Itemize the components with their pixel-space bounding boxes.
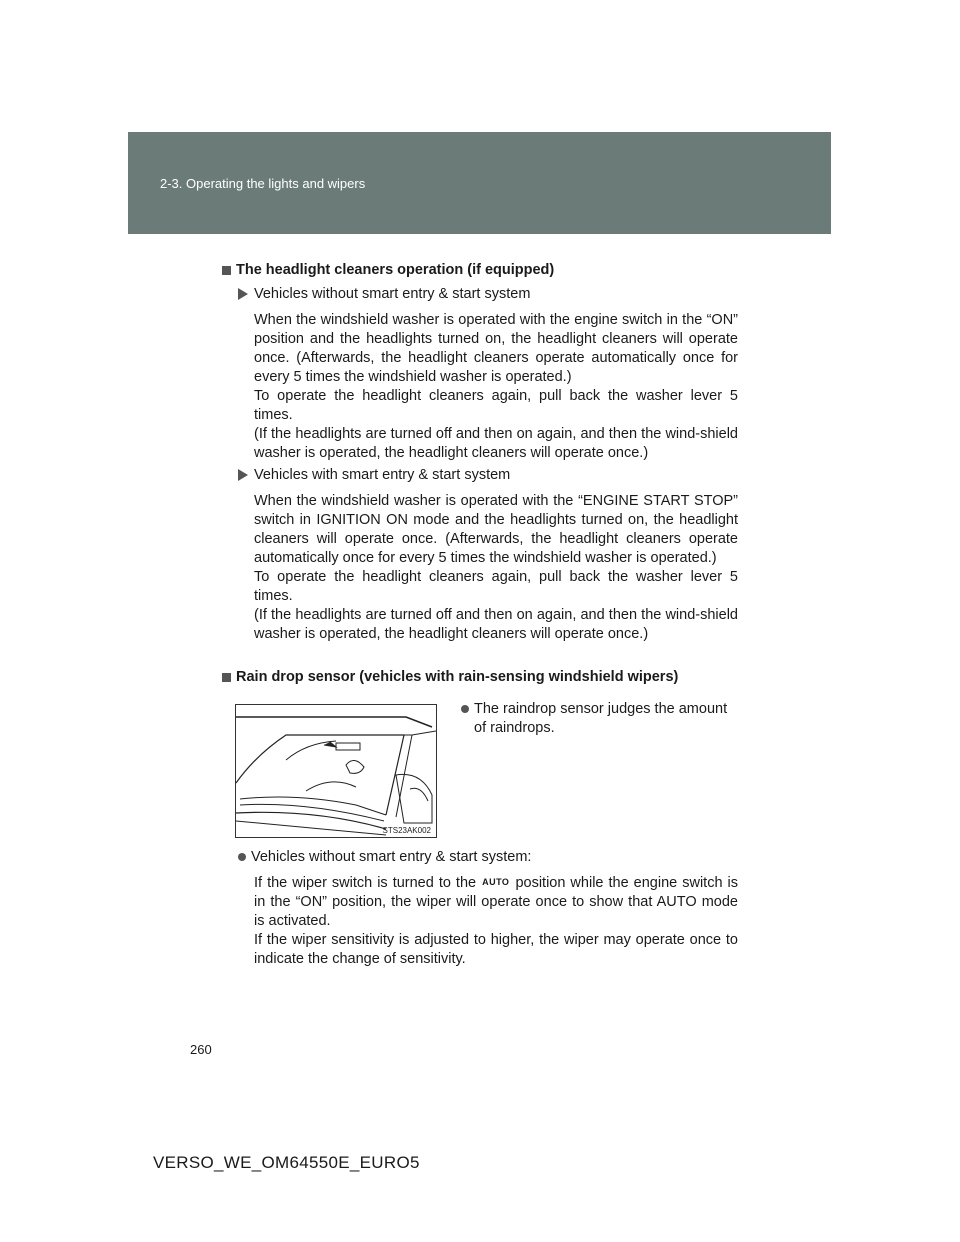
heading-headlight-cleaners: The headlight cleaners operation (if equipped) bbox=[222, 262, 554, 278]
round-bullet-icon bbox=[238, 853, 246, 861]
document-code: VERSO_WE_OM64550E_EURO5 bbox=[153, 1153, 420, 1172]
triangle-arrow-icon bbox=[238, 288, 248, 300]
windshield-drawing bbox=[236, 705, 436, 837]
heading-rain-drop-sensor: Rain drop sensor (vehicles with rain-sensing windshield wipers) bbox=[222, 669, 678, 685]
bullet-without-smart-entry: Vehicles without smart entry & start system: bbox=[238, 848, 738, 867]
square-bullet-icon bbox=[222, 266, 231, 275]
subheading-without-smart-entry: Vehicles without smart entry & start system bbox=[238, 286, 530, 302]
bullet-raindrop-sensor: The raindrop sensor judges the amount of raindrops. bbox=[461, 700, 741, 738]
windshield-illustration bbox=[235, 704, 437, 838]
section-title: 2-3. Operating the lights and wipers bbox=[160, 176, 366, 191]
square-bullet-icon bbox=[222, 673, 231, 682]
page-number: 260 bbox=[190, 1042, 212, 1057]
section-header-bar bbox=[128, 132, 831, 234]
paragraph-with-smart-entry: When the windshield washer is operated with the “ENGINE START STOP” switch in IGNITION ON mode and the headlights turned on, the headlight cleaners will operate once. (Afterwards, the headlight cleaners operate automatically once for every 5 times the windshield washer is operated.) To operate the headlight cleaners again, pull back the washer lever 5 times. (If the headlights are turned off and then on again, and then the wind-shield washer is operated, the headlight cleaners will operate once.) bbox=[254, 493, 738, 642]
triangle-arrow-icon bbox=[238, 469, 248, 481]
auto-mode-icon: AUTO bbox=[482, 877, 510, 887]
figure-code: STS23AK002 bbox=[382, 826, 431, 835]
paragraph-auto-mode: If the wiper switch is turned to the AUTO position while the engine switch is in the “ON” position, the wiper will operate once to show that AUTO mode is activated. If the wiper sensitivity is adjusted to higher, the wiper may operate once to indicate the change of sensitivity. bbox=[254, 875, 738, 967]
subheading-with-smart-entry: Vehicles with smart entry & start system bbox=[238, 467, 510, 483]
round-bullet-icon bbox=[461, 705, 469, 713]
paragraph-without-smart-entry: When the windshield washer is operated with the engine switch in the “ON” position and the headlights turned on, the headlight cleaners will operate once. (Afterwards, the headlight cleaners operate automatically once for every 5 times the windshield washer is operated.) To operate the headlight cleaners again, pull back the washer lever 5 times. (If the headlights are turned off and then on again, and then the wind-shield washer is operated, the headlight cleaners will operate once.) bbox=[254, 312, 738, 461]
